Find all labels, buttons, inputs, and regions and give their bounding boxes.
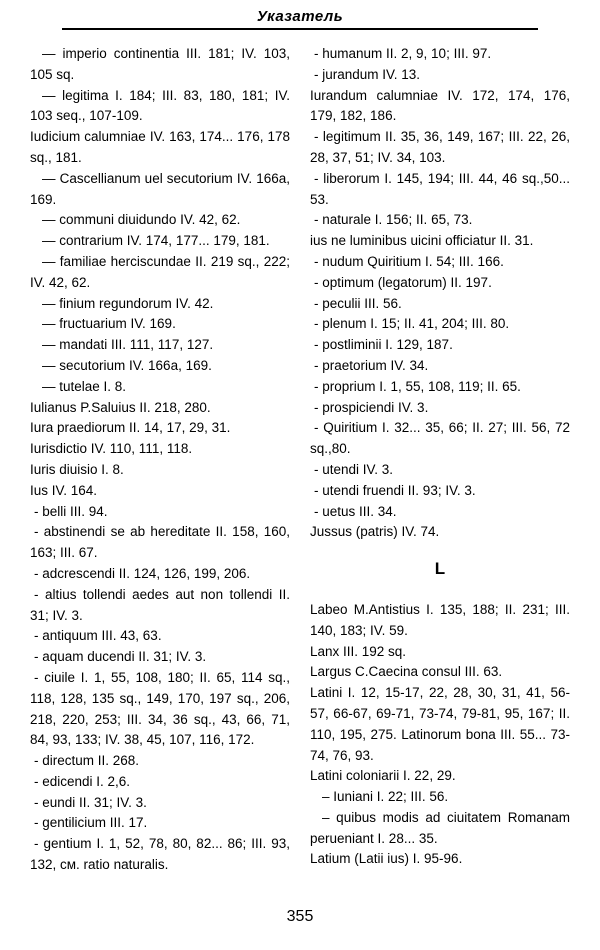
index-columns: [30, 44, 570, 876]
index-entry: - proprium I. 1, 55, 108, 119; II. 65.: [314, 378, 521, 394]
index-entry: Iurisdictio IV. 110, 111, 118.: [30, 441, 193, 457]
index-entry: Latini I. 12, 15-17, 22, 28, 30, 31, 41, 56-57, 66-67, 69-71, 73-74, 79-81, 95, 167; II. 110, 195, 275. Latinorum bona III. 55... 73-74, 76, 93.: [310, 685, 570, 763]
index-entry: - belli III. 94.: [34, 503, 108, 519]
index-entry: - nudum Quiritium I. 54; III. 166.: [314, 253, 504, 269]
index-entry: - eundi II. 31; IV. 3.: [34, 794, 147, 810]
index-entry: - jurandum IV. 13.: [314, 66, 421, 82]
index-entry: - edicendi I. 2,6.: [34, 773, 131, 789]
index-entry: - prospiciendi IV. 3.: [314, 399, 429, 415]
index-entry: — mandati III. 111, 117, 127.: [42, 337, 214, 353]
index-entry: - optimum (legatorum) II. 197.: [314, 274, 492, 290]
index-entry: - utendi IV. 3.: [314, 461, 394, 477]
page-number: 355: [286, 908, 314, 925]
index-entry: - naturale I. 156; II. 65, 73.: [314, 212, 473, 228]
index-entry: - adcrescendi II. 124, 126, 199, 206.: [34, 565, 251, 581]
index-entry: - aquam ducendi II. 31; IV. 3.: [34, 649, 207, 665]
index-entry: - humanum II. 2, 9, 10; III. 97.: [314, 46, 492, 61]
index-entry: Iulianus P.Saluius II. 218, 280.: [30, 399, 211, 415]
index-entry: Ius IV. 164.: [30, 482, 98, 498]
index-entry: — tutelae I. 8.: [42, 378, 127, 394]
index-entry: - abstinendi se ab hereditate II. 158, 160, 163; III. 67.: [30, 524, 290, 561]
index-entry: Jussus (patris) IV. 74.: [310, 524, 440, 540]
index-entry: - ciuile I. 1, 55, 108, 180; II. 65, 114 sq., 118, 128, 135 sq., 149, 170, 197 sq., 206, 218, 220, 253; III. 34, 36 sq., 43, 66, 71, 84, 93, 133; IV. 38, 45, 107, 116, 172.: [30, 669, 290, 748]
index-entry: - praetorium IV. 34.: [314, 357, 429, 373]
index-entry: — secutorium IV. 166a, 169.: [42, 357, 212, 373]
index-entry: — imperio continentia III. 181; IV. 103, 105 sq.: [30, 46, 290, 82]
index-entry: Largus C.Caecina consul III. 63.: [310, 664, 503, 680]
index-entry: – quibus modis ad ciuitatem Romanam perueniant I. 28... 35.: [310, 809, 570, 846]
index-entry: — communi diuidundo IV. 42, 62.: [42, 212, 241, 228]
index-entry: - liberorum I. 145, 194; III. 44, 46 sq.,50... 53.: [310, 170, 570, 207]
index-entry: — Cascellianum uel secutorium IV. 166a, 169.: [30, 170, 290, 207]
left-column: [30, 44, 290, 876]
index-entry: - directum II. 268.: [34, 753, 140, 769]
index-entry: — legitima I. 184; III. 83, 180, 181; IV. 103 seq., 107-109.: [30, 87, 290, 124]
index-entry: — contrarium IV. 174, 177... 179, 181.: [42, 233, 270, 249]
running-head-title: Указатель: [256, 8, 344, 25]
index-entry: - postliminii I. 129, 187.: [314, 337, 453, 353]
index-entry: - utendi fruendi II. 93; IV. 3.: [314, 482, 476, 498]
header-rule: [62, 28, 538, 30]
section-heading: L: [434, 559, 446, 579]
index-entry: — familiae herciscundae II. 219 sq., 222; IV. 42, 62.: [30, 253, 290, 290]
page-header: [30, 8, 570, 30]
index-entry: - Quiritium I. 32... 35, 66; II. 27; III. 56, 72 sq.,80.: [310, 420, 570, 457]
index-entry: - uetus III. 34.: [314, 503, 397, 519]
index-entry: Iuris diuisio I. 8.: [30, 461, 124, 477]
index-entry: Iura praediorum II. 14, 17, 29, 31.: [30, 420, 231, 436]
index-entry: - antiquum III. 43, 63.: [34, 628, 162, 644]
index-entry: — fructuarium IV. 169.: [42, 316, 176, 332]
index-entry: - altius tollendi aedes aut non tollendi II. 31; IV. 3.: [30, 586, 290, 623]
index-entry: - gentilicium III. 17.: [34, 815, 148, 831]
index-entry: - legitimum II. 35, 36, 149, 167; III. 22, 26, 28, 37, 51; IV. 34, 103.: [310, 129, 570, 165]
index-entry: Lanx III. 192 sq.: [310, 643, 407, 659]
index-entry: - peculii III. 56.: [314, 295, 402, 311]
index-entry: - gentium I. 1, 52, 78, 80, 82... 86; III. 93, 132, см. ratio naturalis.: [30, 836, 290, 873]
index-entry: — finium regundorum IV. 42.: [42, 295, 214, 311]
right-column: [310, 44, 570, 876]
index-entry: Latium (Latii ius) I. 95-96.: [310, 851, 463, 867]
index-entry: - plenum I. 15; II. 41, 204; III. 80.: [314, 316, 510, 332]
index-entry: – Iuniani I. 22; III. 56.: [322, 789, 449, 805]
index-entry: Iudicium calumniae IV. 163, 174... 176, 178 sq., 181.: [30, 129, 290, 165]
index-entry: Iurandum calumniae IV. 172, 174, 176, 179, 182, 186.: [310, 87, 570, 124]
index-entry: Latini coloniarii I. 22, 29.: [310, 768, 456, 784]
index-entry: Labeo M.Antistius I. 135, 188; II. 231; III. 140, 183; IV. 59.: [310, 601, 570, 638]
index-entry: ius ne luminibus uicini officiatur II. 31.: [310, 233, 534, 249]
